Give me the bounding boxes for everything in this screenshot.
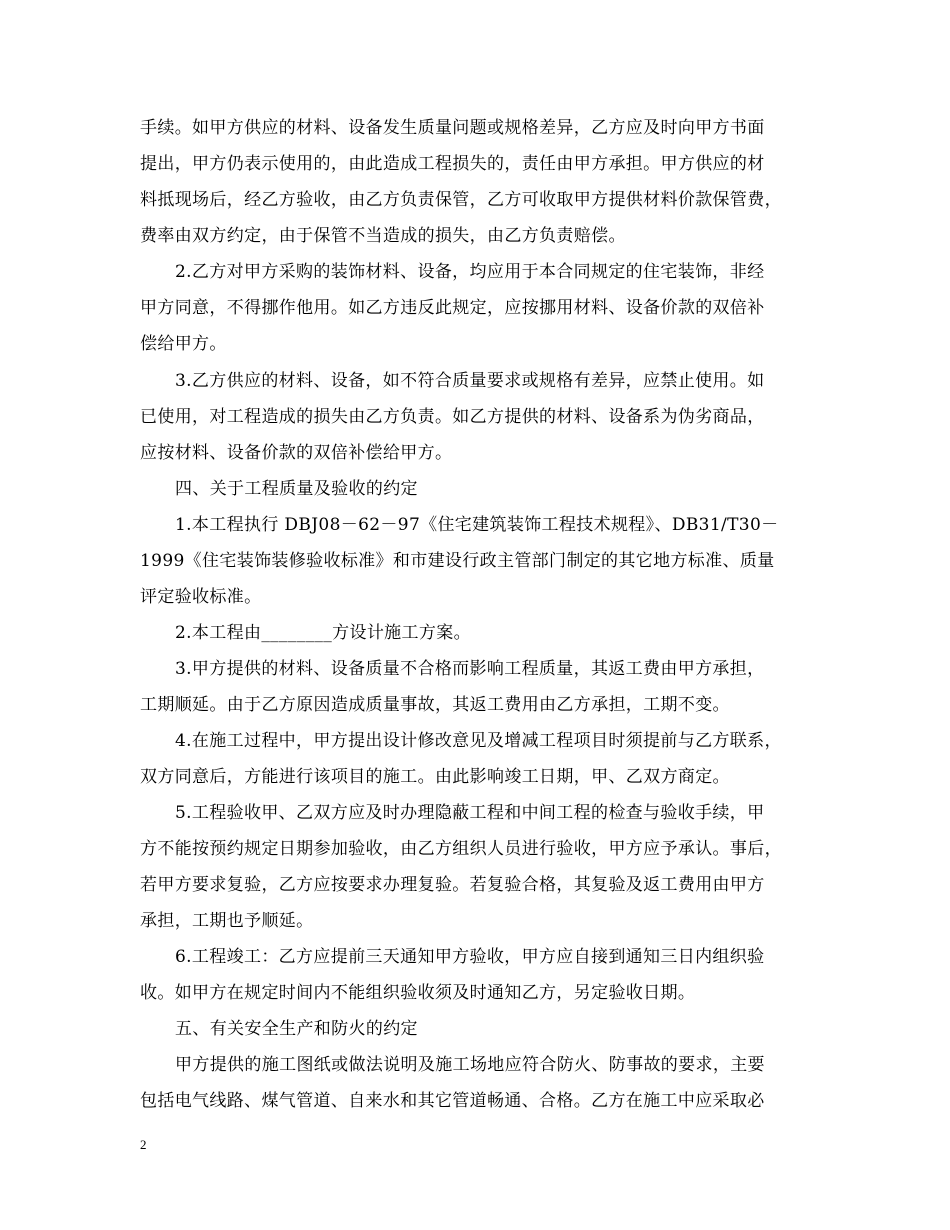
paragraph-line: 1999《住宅装饰装修验收标准》和市建设行政主管部门制定的其它地方标准、质量 [140,551,775,571]
page-number: 2 [140,1137,147,1152]
paragraph-line: 手续。如甲方供应的材料、设备发生质量问题或规格差异，乙方应及时向甲方书面 [140,118,765,138]
paragraph-line: 费率由双方约定，由于保管不当造成的损失，由乙方负责赔偿。 [140,226,626,246]
paragraph-line: 6.工程竣工：乙方应提前三天通知甲方验收，甲方应自接到通知三日内组织验 [175,947,765,967]
paragraph-line: 偿给甲方。 [140,334,227,354]
paragraph-line: 方不能按预约规定日期参加验收，由乙方组织人员进行验收，甲方应予承认。事后， [140,839,782,859]
paragraph-line: 承担，工期也予顺延。 [140,911,314,931]
paragraph-line: 若甲方要求复验，乙方应按要求办理复验。若复验合格，其复验及返工费用由甲方 [140,875,765,895]
paragraph-line: 已使用，对工程造成的损失由乙方负责。如乙方提供的材料、设备系为伪劣商品， [140,407,765,427]
paragraph-line: 5.工程验收甲、乙双方应及时办理隐蔽工程和中间工程的检查与验收手续，甲 [175,803,765,823]
paragraph-line: 3.乙方供应的材料、设备，如不符合质量要求或规格有差异，应禁止使用。如 [175,371,765,391]
paragraph-line: 1.本工程执行 DBJ08－62－97《住宅建筑装饰工程技术规程》、DB31/T30－ [175,515,779,535]
paragraph-line: 评定验收标准。 [140,587,262,607]
section-heading: 五、有关安全生产和防火的约定 [175,1019,418,1039]
paragraph-line: 2.乙方对甲方采购的装饰材料、设备，均应用于本合同规定的住宅装饰，非经 [175,262,765,282]
paragraph-line: 双方同意后，方能进行该项目的施工。由此影响竣工日期，甲、乙双方商定。 [140,767,730,787]
paragraph-line: 甲方提供的施工图纸或做法说明及施工场地应符合防火、防事故的要求，主要 [175,1055,765,1075]
section-heading: 四、关于工程质量及验收的约定 [175,479,418,499]
paragraph-line: 工期顺延。由于乙方原因造成质量事故，其返工费用由乙方承担，工期不变。 [140,695,730,715]
paragraph-line: 包括电气线路、煤气管道、自来水和其它管道畅通、合格。乙方在施工中应采取必 [140,1091,765,1111]
paragraph-line: 提出，甲方仍表示使用的，由此造成工程损失的，责任由甲方承担。甲方供应的材 [140,154,765,174]
paragraph-line: 应按材料、设备价款的双倍补偿给甲方。 [140,443,453,463]
paragraph-line: 4.在施工过程中，甲方提出设计修改意见及增减工程项目时须提前与乙方联系， [175,731,782,751]
paragraph-line: 收。如甲方在规定时间内不能组织验收须及时通知乙方，另定验收日期。 [140,983,696,1003]
paragraph-line: 3.甲方提供的材料、设备质量不合格而影响工程质量，其返工费由甲方承担， [175,659,765,679]
paragraph-line: 2.本工程由________方设计施工方案。 [175,623,471,643]
paragraph-line: 料抵现场后，经乙方验收，由乙方负责保管，乙方可收取甲方提供材料价款保管费， [140,190,782,210]
paragraph-line: 甲方同意，不得挪作他用。如乙方违反此规定，应按挪用材料、设备价款的双倍补 [140,298,765,318]
